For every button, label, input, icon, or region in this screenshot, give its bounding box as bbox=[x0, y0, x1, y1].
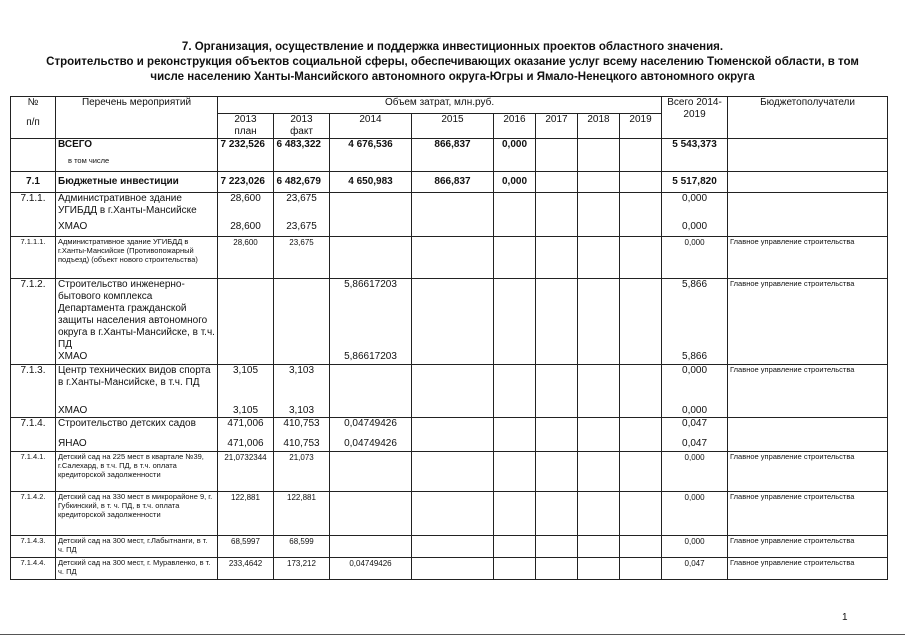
row-name: Детский сад на 300 мест, г. Муравленко, в т. ч. ПД bbox=[56, 558, 218, 580]
cell-fact: 173,212 bbox=[274, 558, 330, 580]
header-number: № п/п bbox=[11, 97, 56, 139]
row-number: 7.1 bbox=[11, 172, 56, 193]
cell-plan-region: 3,105 bbox=[232, 405, 259, 416]
row-number: 7.1.1. bbox=[11, 193, 56, 237]
header-2015: 2015 bbox=[412, 114, 494, 139]
cell-2014: 4 676,536 bbox=[330, 139, 412, 172]
cell-2016: 0,000 bbox=[494, 139, 536, 172]
row-number: 7.1.4. bbox=[11, 418, 56, 452]
row-subnote: в том числе bbox=[68, 156, 110, 165]
table-row bbox=[11, 279, 888, 365]
header-recipients: Бюджетополучатели bbox=[728, 97, 888, 139]
row-name: Бюджетные инвестиции bbox=[56, 172, 218, 193]
cell-plan-region: 471,006 bbox=[227, 438, 264, 449]
cell-fact: 68,599 bbox=[274, 536, 330, 558]
cell-fact: 410,753 bbox=[283, 418, 320, 429]
cell-total: 0,000 bbox=[662, 492, 728, 536]
header-2013-fact: 2013 факт bbox=[274, 114, 330, 139]
cell-plan: 233,4642 bbox=[218, 558, 274, 580]
cell-total: 0,000 bbox=[662, 237, 728, 279]
cell-fact: 23,675 bbox=[286, 193, 317, 204]
cell-fact: 6 483,322 bbox=[274, 139, 330, 172]
section-subtitle-line1: Строительство и реконструкция объектов социальной сферы, обеспечивающих оказание услуг всему населению Тюменской области, в том bbox=[46, 56, 859, 68]
row-region: ХМАО bbox=[58, 351, 88, 362]
cell-total: 0,000 bbox=[682, 193, 708, 204]
cell-fact-region: 3,103 bbox=[288, 405, 315, 416]
cell-fact: 122,881 bbox=[274, 492, 330, 536]
table-row bbox=[11, 418, 888, 452]
cell-recipient: Главное управление строительства bbox=[728, 558, 888, 580]
row-name: Детский сад на 330 мест в микрорайоне 9, г. Губкинский, в т. ч. ПД, в т.ч. оплата кредиторской задолженности bbox=[56, 492, 218, 536]
cell-fact-region: 410,753 bbox=[283, 438, 320, 449]
cell-2014-region: 0,04749426 bbox=[344, 438, 397, 449]
cell-total: 5 543,373 bbox=[662, 139, 728, 172]
cell-total-region: 0,047 bbox=[682, 438, 708, 449]
row-name: Строительство инженерно-бытового комплекса Департамента гражданской защиты населения автономного округа в г.Ханты-Мансийске, в т.ч. ПД bbox=[58, 279, 215, 350]
table-row bbox=[11, 365, 888, 418]
table-row bbox=[11, 536, 888, 558]
cell-total: 0,047 bbox=[662, 558, 728, 580]
table-row bbox=[11, 492, 888, 536]
cell-total-region: 5,866 bbox=[682, 351, 708, 362]
header-total: Всего 2014- 2019 bbox=[662, 97, 728, 139]
investment-table bbox=[10, 96, 888, 580]
cell-recipient: Главное управление строительства bbox=[728, 492, 888, 536]
header-2016: 2016 bbox=[494, 114, 536, 139]
header-2014: 2014 bbox=[330, 114, 412, 139]
cell-fact: 23,675 bbox=[274, 237, 330, 279]
row-name: ВСЕГО bbox=[58, 139, 93, 150]
row-name: Административное здание УГИБДД в г.Ханты-Мансийске (Противопожарный подъезд) (объект нового строительства) bbox=[56, 237, 218, 279]
row-name: Центр технических видов спорта в г.Ханты-Мансийске, в т.ч. ПД bbox=[58, 365, 211, 388]
cell-plan: 7 223,026 bbox=[218, 172, 274, 193]
section-subtitle-line2: числе населению Ханты-Мансийского автономного округа-Югры и Ямало-Ненецкого автономного округа bbox=[150, 71, 755, 83]
row-name: Административное здание УГИБДД в г.Ханты-Мансийске bbox=[58, 193, 197, 216]
cell-plan: 21,0732344 bbox=[218, 452, 274, 492]
section-title: 7. Организация, осуществление и поддержка инвестиционных проектов областного значения. bbox=[181, 41, 724, 53]
header-activities: Перечень мероприятий bbox=[56, 97, 218, 139]
cell-total-region: 0,000 bbox=[682, 405, 708, 416]
cell-2014: 5,86617203 bbox=[344, 279, 397, 290]
cell-total: 5 517,820 bbox=[662, 172, 728, 193]
cell-2014-region: 5,86617203 bbox=[344, 351, 397, 362]
cell-2015: 866,837 bbox=[412, 172, 494, 193]
cell-plan: 68,5997 bbox=[218, 536, 274, 558]
cell-total: 0,000 bbox=[682, 365, 708, 376]
header-2019: 2019 bbox=[620, 114, 662, 139]
scan-edge-divider bbox=[0, 634, 905, 635]
row-region: ХМАО bbox=[58, 221, 88, 232]
cell-plan: 122,881 bbox=[218, 492, 274, 536]
row-name: Детский сад на 225 мест в квартале №39, г.Салехард, в т.ч. ПД, в т.ч. оплата кредиторской задолженности bbox=[56, 452, 218, 492]
table-row bbox=[11, 193, 888, 237]
cell-plan: 471,006 bbox=[227, 418, 264, 429]
cell-plan-region: 28,600 bbox=[230, 221, 261, 232]
row-number: 7.1.1.1. bbox=[11, 237, 56, 279]
cell-fact-region: 23,675 bbox=[286, 221, 317, 232]
cell-total: 0,047 bbox=[682, 418, 708, 429]
cell-2014: 4 650,983 bbox=[330, 172, 412, 193]
page-number: 1 bbox=[842, 612, 848, 623]
cell-total-region: 0,000 bbox=[682, 221, 708, 232]
row-number: 7.1.3. bbox=[11, 365, 56, 418]
cell-plan: 28,600 bbox=[218, 237, 274, 279]
row-name: Строительство детских садов bbox=[58, 418, 196, 429]
cell-plan: 28,600 bbox=[230, 193, 261, 204]
header-2018: 2018 bbox=[578, 114, 620, 139]
cell-total: 5,866 bbox=[682, 279, 708, 290]
row-number: 7.1.4.2. bbox=[11, 492, 56, 536]
cell-recipient: Главное управление строительства bbox=[728, 237, 888, 279]
cell-2014: 0,04749426 bbox=[344, 418, 397, 429]
header-2017: 2017 bbox=[536, 114, 578, 139]
cell-total: 0,000 bbox=[662, 536, 728, 558]
cell-2014: 0,04749426 bbox=[330, 558, 412, 580]
cell-plan: 7 232,526 bbox=[218, 139, 274, 172]
cell-fact: 21,073 bbox=[274, 452, 330, 492]
row-region: ЯНАО bbox=[58, 438, 87, 449]
header-2013-plan: 2013 план bbox=[218, 114, 274, 139]
cell-recipient: Главное управление строительства bbox=[728, 452, 888, 492]
cell-recipient: Главное управление строительства bbox=[728, 365, 888, 418]
header-volume: Объем затрат, млн.руб. bbox=[218, 97, 662, 114]
row-region: ХМАО bbox=[58, 405, 88, 416]
table-row bbox=[11, 452, 888, 492]
cell-plan: 3,105 bbox=[232, 365, 259, 376]
row-number: 7.1.4.4. bbox=[11, 558, 56, 580]
cell-2016: 0,000 bbox=[494, 172, 536, 193]
cell-recipient: Главное управление строительства bbox=[728, 279, 888, 365]
table-row bbox=[11, 558, 888, 580]
row-number: 7.1.2. bbox=[11, 279, 56, 365]
row-number: 7.1.4.3. bbox=[11, 536, 56, 558]
table-row bbox=[11, 237, 888, 279]
cell-recipient: Главное управление строительства bbox=[728, 536, 888, 558]
cell-total: 0,000 bbox=[662, 452, 728, 492]
row-number: 7.1.4.1. bbox=[11, 452, 56, 492]
row-name: Детский сад на 300 мест, г.Лабытнанги, в т. ч. ПД bbox=[56, 536, 218, 558]
cell-fact: 3,103 bbox=[288, 365, 315, 376]
cell-2015: 866,837 bbox=[412, 139, 494, 172]
cell-fact: 6 482,679 bbox=[274, 172, 330, 193]
table-row bbox=[11, 172, 888, 193]
table-row-total bbox=[11, 139, 888, 172]
